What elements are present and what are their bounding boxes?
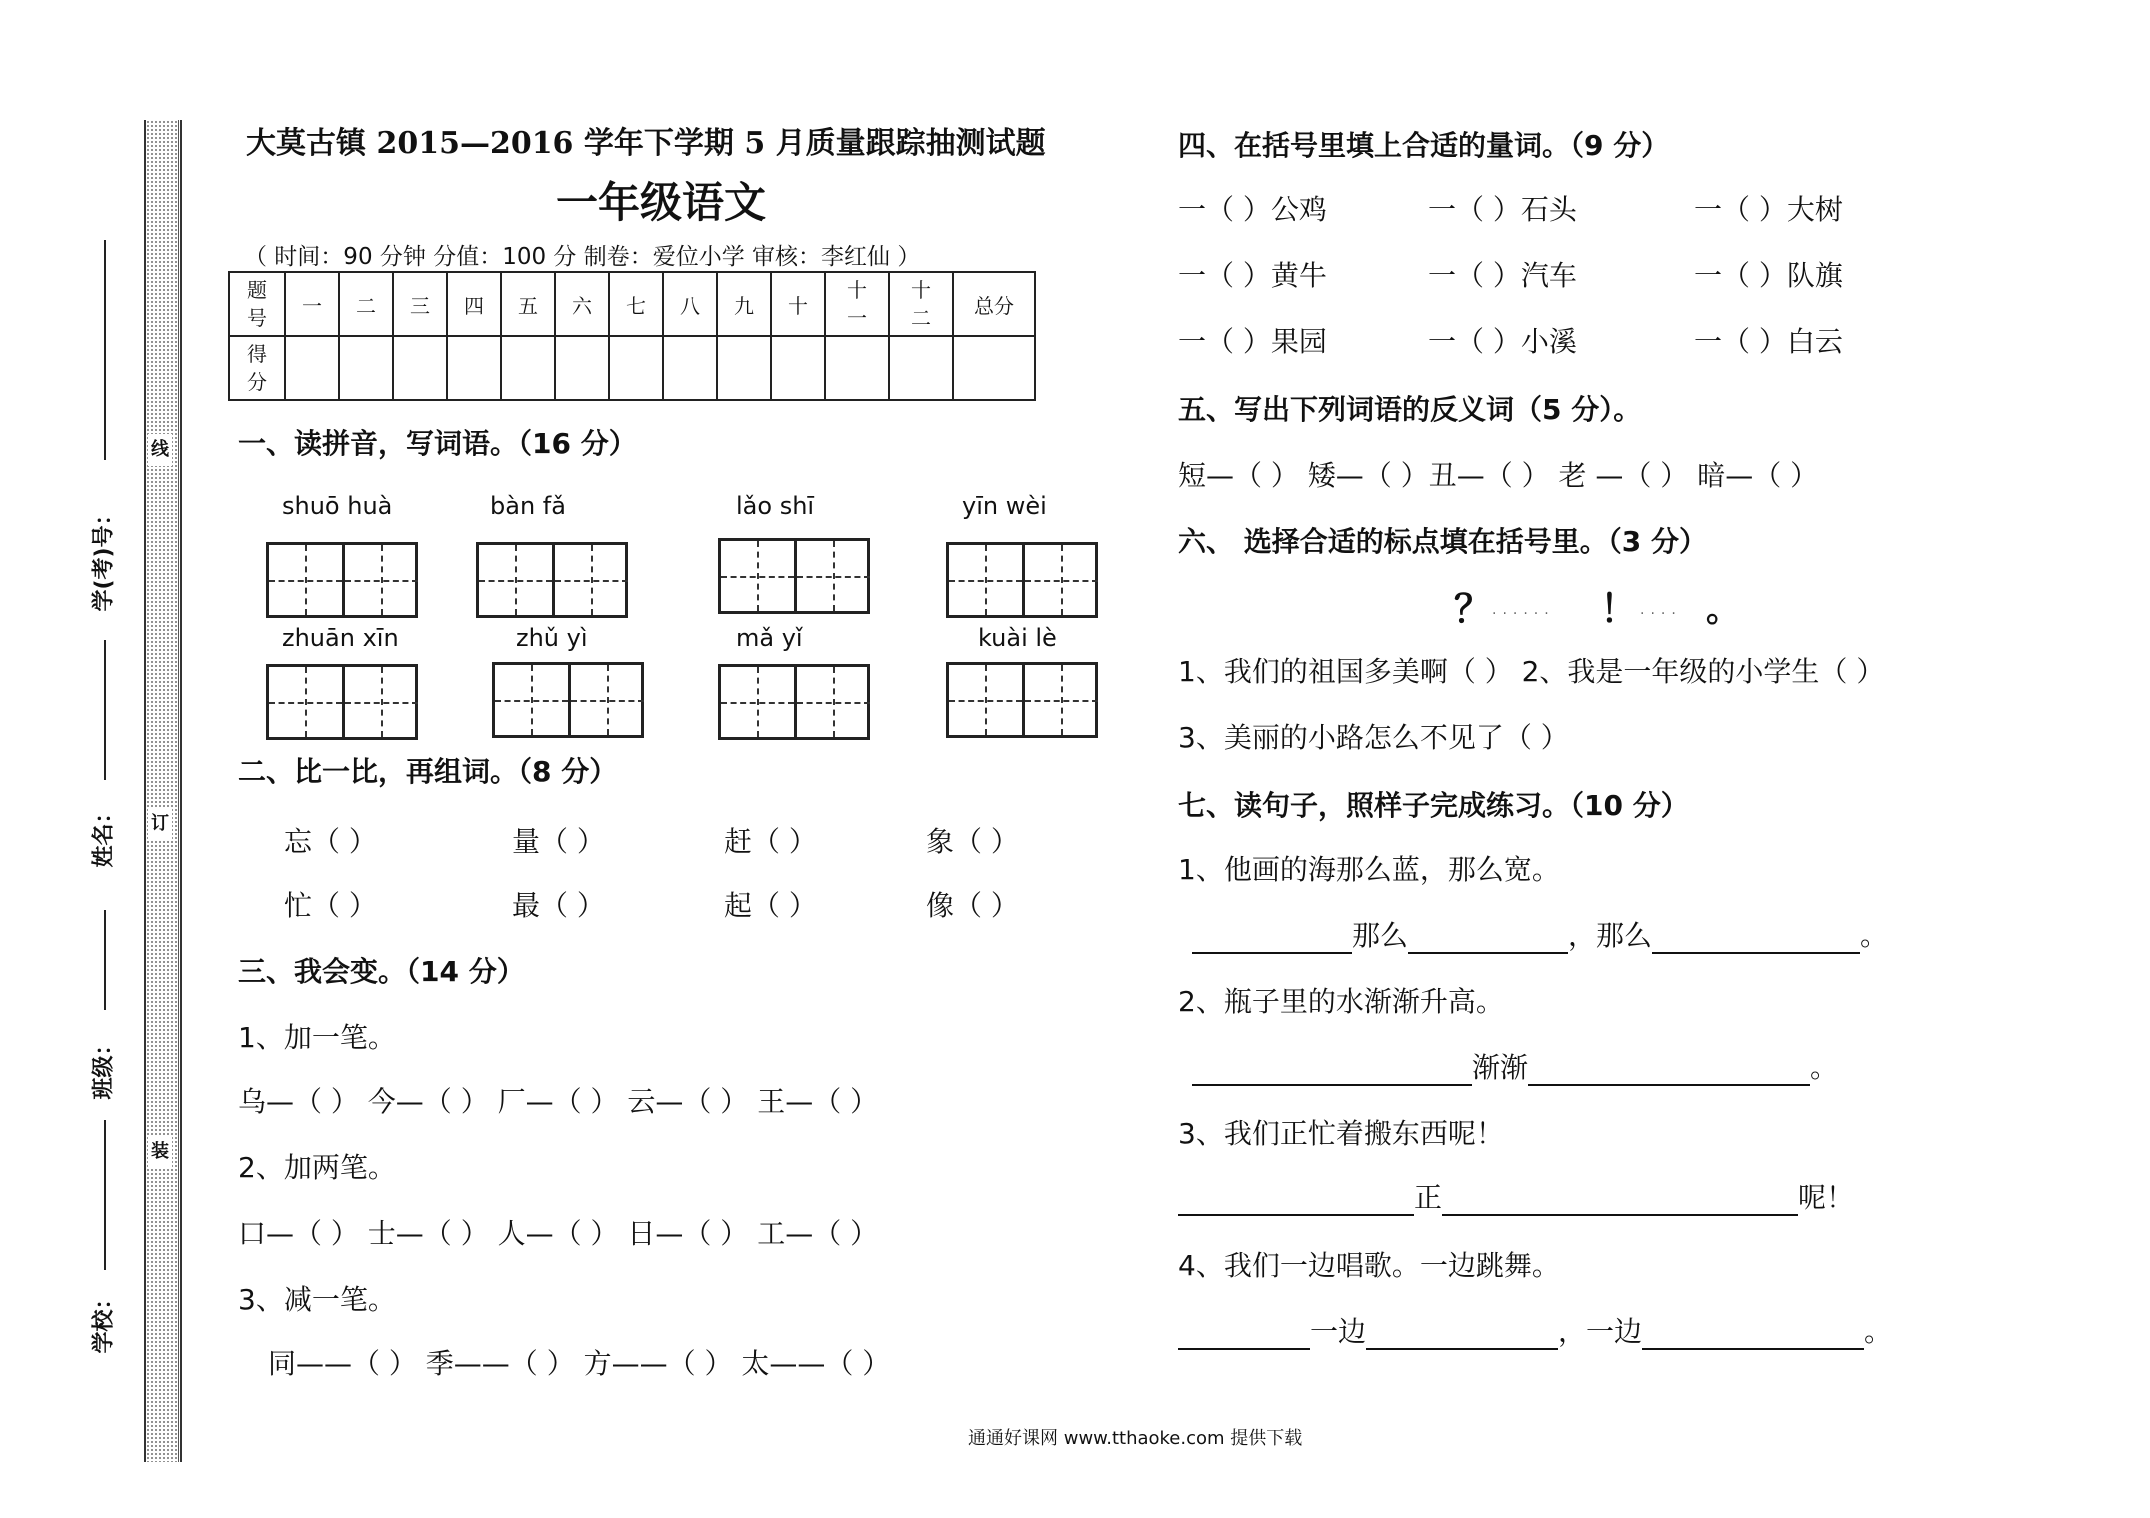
connector-text: 渐渐 xyxy=(1472,1051,1529,1084)
score-row-header: 得 分 xyxy=(229,336,285,400)
score-col: 七 xyxy=(609,272,663,336)
score-cell[interactable] xyxy=(825,336,889,400)
writing-grid[interactable] xyxy=(946,542,1098,618)
name-blank xyxy=(104,640,106,780)
punctuation-question[interactable]: 3、美丽的小路怎么不见了（ ） xyxy=(1178,721,1569,754)
answer-blank[interactable] xyxy=(1408,924,1568,954)
connector-text: 一边 xyxy=(1310,1315,1367,1348)
binding-word-ding: 订 xyxy=(148,808,172,840)
period-option: 。 xyxy=(1706,590,1740,630)
class-label: 班级： xyxy=(91,1033,117,1100)
exercise-line-3 xyxy=(1178,1176,1854,1216)
measure-word-item[interactable]: 一（ ）白云 xyxy=(1694,325,1843,358)
score-col: 五 xyxy=(501,272,555,336)
pinyin-label: zhǔ yì xyxy=(516,624,588,652)
antonym-row[interactable]: 短—（ ） 矮—（ ）丑—（ ） 老 —（ ） 暗—（ ） xyxy=(1178,459,1819,492)
score-cell-total[interactable] xyxy=(953,336,1035,400)
answer-blank[interactable] xyxy=(1652,924,1860,954)
score-cell[interactable] xyxy=(501,336,555,400)
section-3-title: 三、我会变。（14 分） xyxy=(238,955,525,988)
connector-text: 正 xyxy=(1414,1181,1443,1214)
writing-grid[interactable] xyxy=(718,538,870,614)
score-table-row-score xyxy=(229,336,1035,400)
student-id-label: 学(考)号： xyxy=(91,503,117,612)
binding-line xyxy=(180,120,182,1462)
score-col: 十 二 xyxy=(889,272,953,336)
measure-word-item[interactable]: 一（ ）队旗 xyxy=(1694,259,1843,292)
remove-one-stroke-row[interactable]: 同——（ ） 季——（ ） 方——（ ） 太——（ ） xyxy=(268,1347,891,1380)
answer-blank[interactable] xyxy=(1442,1186,1798,1216)
footer-credit[interactable]: 通通好课网 www.tthaoke.com 提供下载 xyxy=(968,1428,1303,1449)
writing-grid[interactable] xyxy=(718,664,870,740)
measure-word-item[interactable]: 一（ ）汽车 xyxy=(1428,259,1577,292)
score-col: 二 xyxy=(339,272,393,336)
dotted-leader: .... xyxy=(1640,602,1682,618)
score-col-total: 总分 xyxy=(953,272,1035,336)
score-cell[interactable] xyxy=(663,336,717,400)
compare-item[interactable]: 像（ ） xyxy=(926,889,1019,922)
student-id-blank xyxy=(104,240,106,460)
writing-grid[interactable] xyxy=(476,542,628,618)
connector-text: ，那么 xyxy=(1568,919,1653,952)
exclamation-option: ！ xyxy=(1600,587,1639,631)
pinyin-label: kuài lè xyxy=(978,624,1057,652)
exam-info: （ 时间：90 分钟 分值：100 分 制卷：爱位小学 审核：李红仙 ） xyxy=(244,244,921,270)
section-5-title: 五、写出下列词语的反义词（5 分）。 xyxy=(1178,393,1642,426)
answer-blank[interactable] xyxy=(1192,924,1352,954)
end-punct: 呢！ xyxy=(1798,1181,1855,1214)
compare-item[interactable]: 起（ ） xyxy=(724,889,817,922)
end-punct: 。 xyxy=(1864,1315,1893,1348)
score-cell[interactable] xyxy=(771,336,825,400)
page-subtitle: 一年级语文 xyxy=(556,178,767,227)
compare-item[interactable]: 象（ ） xyxy=(926,825,1019,858)
pinyin-label: shuō huà xyxy=(282,492,393,520)
school-blank xyxy=(104,1120,106,1270)
pinyin-label: zhuān xīn xyxy=(282,624,399,652)
pinyin-label: yīn wèi xyxy=(962,492,1047,520)
section-3-sub1: 1、加一笔。 xyxy=(238,1021,396,1054)
binding-word-zhuang: 装 xyxy=(148,1136,172,1168)
add-two-strokes-row[interactable]: 口—（ ） 士—（ ） 人—（ ） 日—（ ） 工—（ ） xyxy=(238,1217,879,1250)
exercise-line-2 xyxy=(1192,1046,1838,1086)
page-title: 大莫古镇 2015—2016 学年下学期 5 月质量跟踪抽测试题 xyxy=(246,126,1046,161)
answer-blank[interactable] xyxy=(1366,1320,1558,1350)
score-cell[interactable] xyxy=(285,336,339,400)
compare-item[interactable]: 忘（ ） xyxy=(284,825,377,858)
score-table-row-number xyxy=(229,272,1035,336)
end-punct: 。 xyxy=(1860,919,1889,952)
score-row-header: 题 号 xyxy=(229,272,285,336)
exercise-line-1 xyxy=(1192,914,1888,954)
compare-item[interactable]: 忙（ ） xyxy=(284,889,377,922)
answer-blank[interactable] xyxy=(1642,1320,1864,1350)
score-col: 一 xyxy=(285,272,339,336)
compare-item[interactable]: 赶（ ） xyxy=(724,825,817,858)
score-cell[interactable] xyxy=(447,336,501,400)
writing-grid[interactable] xyxy=(492,662,644,738)
measure-word-item[interactable]: 一（ ）公鸡 xyxy=(1178,193,1327,226)
score-col: 三 xyxy=(393,272,447,336)
writing-grid[interactable] xyxy=(946,662,1098,738)
binding-word-xian: 线 xyxy=(148,434,172,466)
score-cell[interactable] xyxy=(889,336,953,400)
measure-word-item[interactable]: 一（ ）大树 xyxy=(1694,193,1843,226)
score-col: 十 xyxy=(771,272,825,336)
section-6-title: 六、 选择合适的标点填在括号里。（3 分） xyxy=(1178,525,1707,558)
writing-grid[interactable] xyxy=(266,542,418,618)
name-label: 姓名： xyxy=(91,801,117,868)
writing-grid[interactable] xyxy=(266,664,418,740)
exercise-line-4 xyxy=(1178,1310,1892,1350)
score-col: 九 xyxy=(717,272,771,336)
pinyin-label: bàn fǎ xyxy=(490,492,566,520)
pinyin-label: lǎo shī xyxy=(736,492,815,520)
section-3-sub2: 2、加两笔。 xyxy=(238,1151,396,1184)
measure-word-item[interactable]: 一（ ）小溪 xyxy=(1428,325,1577,358)
dotted-leader: ...... xyxy=(1492,602,1555,618)
compare-item[interactable]: 量（ ） xyxy=(512,825,605,858)
model-sentence-2: 2、瓶子里的水渐渐升高。 xyxy=(1178,985,1504,1018)
connector-text: ，一边 xyxy=(1558,1315,1643,1348)
score-cell[interactable] xyxy=(393,336,447,400)
section-7-title: 七、读句子，照样子完成练习。（10 分） xyxy=(1178,789,1689,822)
score-cell[interactable] xyxy=(555,336,609,400)
pinyin-label: mǎ yǐ xyxy=(736,624,803,652)
model-sentence-3: 3、我们正忙着搬东西呢！ xyxy=(1178,1117,1504,1150)
measure-word-item[interactable]: 一（ ）果园 xyxy=(1178,325,1327,358)
section-3-sub3: 3、减一笔。 xyxy=(238,1283,396,1316)
connector-text: 那么 xyxy=(1352,919,1409,952)
compare-item[interactable]: 最（ ） xyxy=(512,889,605,922)
school-label: 学校： xyxy=(91,1287,117,1354)
score-col: 八 xyxy=(663,272,717,336)
class-blank xyxy=(104,910,106,1010)
score-col: 十 一 xyxy=(825,272,889,336)
answer-blank[interactable] xyxy=(1178,1320,1310,1350)
section-4-title: 四、在括号里填上合适的量词。（9 分） xyxy=(1178,129,1670,162)
score-col: 四 xyxy=(447,272,501,336)
score-col: 六 xyxy=(555,272,609,336)
add-one-stroke-row[interactable]: 乌—（ ） 今—（ ） 厂—（ ） 云—（ ） 王—（ ） xyxy=(238,1085,879,1118)
score-cell[interactable] xyxy=(339,336,393,400)
model-sentence-1: 1、他画的海那么蓝，那么宽。 xyxy=(1178,853,1560,886)
score-cell[interactable] xyxy=(609,336,663,400)
binding-strip xyxy=(144,120,179,1462)
section-2-title: 二、比一比，再组词。（8 分） xyxy=(238,755,618,788)
measure-word-item[interactable]: 一（ ）石头 xyxy=(1428,193,1577,226)
answer-blank[interactable] xyxy=(1178,1186,1414,1216)
measure-word-item[interactable]: 一（ ）黄牛 xyxy=(1178,259,1327,292)
score-cell[interactable] xyxy=(717,336,771,400)
answer-blank[interactable] xyxy=(1528,1056,1810,1086)
section-1-title: 一、读拼音，写词语。（16 分） xyxy=(238,427,637,460)
model-sentence-4: 4、我们一边唱歌。一边跳舞。 xyxy=(1178,1249,1560,1282)
end-punct: 。 xyxy=(1810,1051,1839,1084)
score-table xyxy=(228,271,1036,401)
question-mark-option: ？ xyxy=(1454,587,1493,631)
punctuation-question[interactable]: 1、我们的祖国多美啊（ ） 2、我是一年级的小学生（ ） xyxy=(1178,655,1885,688)
answer-blank[interactable] xyxy=(1192,1056,1472,1086)
